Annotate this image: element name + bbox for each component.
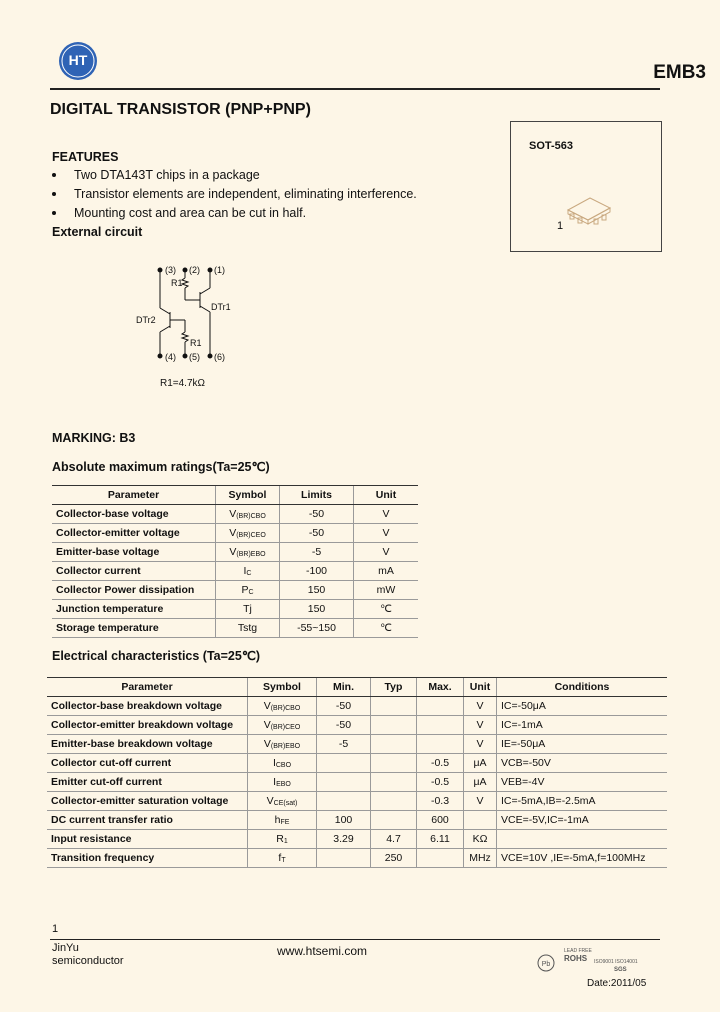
symbol-cell: $P_C$: [216, 581, 280, 600]
table-row: [47, 849, 667, 868]
svg-text:HT: HT: [68, 52, 88, 68]
abs-max-table: [52, 485, 418, 638]
table-row: [47, 773, 667, 792]
package-pin1-label: 1: [557, 220, 564, 232]
param-cell: Collector-emitter voltage: [52, 524, 216, 543]
typ-cell: [371, 735, 417, 754]
param-cell: Collector-emitter saturation voltage: [47, 792, 248, 811]
min-cell: [317, 754, 371, 773]
conditions-cell: VEB=-4V: [497, 773, 668, 792]
typ-cell: [371, 811, 417, 830]
unit-cell: [464, 811, 497, 830]
param-cell: Transition frequency: [47, 849, 248, 868]
website-url: www.htsemi.com: [277, 944, 368, 958]
symbol-cell: $V_{CE(sat)}$: [248, 792, 317, 811]
param-cell: Input resistance: [47, 830, 248, 849]
conditions-cell: IE=-50μA: [497, 735, 668, 754]
certification-badges: [536, 943, 646, 973]
param-cell: Storage temperature: [52, 619, 216, 638]
symbol-subscript: FE: [280, 819, 290, 826]
col-header: Min.: [317, 678, 371, 697]
symbol-subscript: EBO: [276, 781, 291, 788]
symbol-subscript: (BR)CBO: [236, 513, 266, 520]
limit-cell: 150: [280, 600, 354, 619]
svg-text:ISO9001 ISO14001: ISO9001 ISO14001: [594, 959, 638, 965]
symbol-cell: $V_{(BR)EBO}$: [216, 543, 280, 562]
marking: MARKING: B3: [52, 431, 136, 445]
svg-text:ROHS: ROHS: [564, 954, 588, 963]
elec-table: [47, 677, 667, 868]
features-heading: FEATURES: [52, 150, 119, 164]
company-logo: [58, 41, 98, 81]
pin-label: (1): [214, 265, 225, 275]
unit-cell: MHz: [464, 849, 497, 868]
symbol-cell: $V_{(BR)CEO}$: [216, 524, 280, 543]
pin-label: (5): [189, 352, 200, 362]
param-cell: Emitter-base voltage: [52, 543, 216, 562]
symbol-cell: $I_{CBO}$: [248, 754, 317, 773]
min-cell: 100: [317, 811, 371, 830]
header-rule: [50, 88, 660, 90]
transistor-label: DTr1: [211, 302, 231, 312]
table-row: [52, 600, 418, 619]
symbol-cell: $V_{(BR)CBO}$: [248, 697, 317, 716]
table-row: [47, 735, 667, 754]
symbol-cell: $V_{(BR)EBO}$: [248, 735, 317, 754]
company-name: [52, 942, 124, 968]
table-row: [47, 811, 667, 830]
param-cell: Collector Power dissipation: [52, 581, 216, 600]
svg-text:SGS: SGS: [614, 967, 627, 973]
conditions-cell: VCE=-5V,IC=-1mA: [497, 811, 668, 830]
symbol-subscript: (BR)EBO: [236, 551, 266, 558]
table-row: [47, 830, 667, 849]
abs-max-heading: Absolute maximum ratings(Ta=25℃): [52, 460, 270, 474]
unit-cell: V: [464, 792, 497, 811]
symbol-subscript: (BR)CEO: [236, 532, 266, 539]
list-item: Transistor elements are independent, eliminating interference.: [47, 187, 417, 201]
symbol-cell: $f_T$: [248, 849, 317, 868]
conditions-cell: IC=-50μA: [497, 697, 668, 716]
table-header-row: [52, 486, 418, 505]
table-row: [47, 716, 667, 735]
company-line2: semiconductor: [52, 955, 124, 967]
pin-label: (4): [165, 352, 176, 362]
symbol-subscript: T: [281, 857, 286, 864]
table-row: [52, 562, 418, 581]
pin-label: (2): [189, 265, 200, 275]
symbol-cell: Tstg: [216, 619, 280, 638]
table-row: [47, 754, 667, 773]
pin-label: (6): [214, 352, 225, 362]
param-cell: Emitter cut-off current: [47, 773, 248, 792]
param-cell: Junction temperature: [52, 600, 216, 619]
table-row: [47, 697, 667, 716]
conditions-cell: [497, 830, 668, 849]
col-header: Parameter: [52, 486, 216, 505]
col-header: Max.: [417, 678, 464, 697]
param-cell: Collector-emitter breakdown voltage: [47, 716, 248, 735]
conditions-cell: IC=-1mA: [497, 716, 668, 735]
typ-cell: [371, 716, 417, 735]
part-number: EMB3: [653, 62, 706, 83]
unit-cell: mW: [354, 581, 419, 600]
symbol-cell: $V_{(BR)CEO}$: [248, 716, 317, 735]
min-cell: [317, 849, 371, 868]
package-name: SOT-563: [529, 140, 574, 152]
min-cell: 3.29: [317, 830, 371, 849]
col-header: Unit: [464, 678, 497, 697]
transistor-label: DTr2: [136, 315, 156, 325]
limit-cell: -50: [280, 505, 354, 524]
col-header: Conditions: [497, 678, 668, 697]
table-row: [52, 581, 418, 600]
package-drawing: [560, 188, 620, 233]
max-cell: [417, 849, 464, 868]
symbol-cell: $h_{FE}$: [248, 811, 317, 830]
max-cell: 6.11: [417, 830, 464, 849]
pin-label: (3): [165, 265, 176, 275]
limit-cell: 150: [280, 581, 354, 600]
document-date: Date:2011/05: [587, 978, 647, 989]
table-row: [52, 524, 418, 543]
max-cell: [417, 697, 464, 716]
max-cell: 600: [417, 811, 464, 830]
table-row: [52, 619, 418, 638]
unit-cell: μA: [464, 754, 497, 773]
col-header: Limits: [280, 486, 354, 505]
symbol-subscript: (BR)CEO: [270, 724, 301, 731]
unit-cell: μA: [464, 773, 497, 792]
symbol-cell: $R_1$: [248, 830, 317, 849]
features-list: [47, 168, 417, 225]
resistor-label: R1: [171, 278, 183, 288]
table-row: [52, 505, 418, 524]
unit-cell: V: [354, 505, 419, 524]
table-header-row: [47, 678, 667, 697]
max-cell: [417, 735, 464, 754]
col-header: Unit: [354, 486, 419, 505]
limit-cell: -100: [280, 562, 354, 581]
resistor-value: R1=4.7kΩ: [160, 378, 205, 389]
symbol-subscript: CE(sat): [273, 800, 298, 807]
max-cell: -0.5: [417, 773, 464, 792]
param-cell: DC current transfer ratio: [47, 811, 248, 830]
max-cell: [417, 716, 464, 735]
svg-text:Pb: Pb: [541, 961, 551, 968]
unit-cell: V: [464, 697, 497, 716]
unit-cell: mA: [354, 562, 419, 581]
min-cell: [317, 773, 371, 792]
param-cell: Emitter-base breakdown voltage: [47, 735, 248, 754]
unit-cell: ℃: [354, 619, 419, 638]
typ-cell: [371, 697, 417, 716]
table-row: [47, 792, 667, 811]
min-cell: [317, 792, 371, 811]
symbol-subscript: CBO: [275, 762, 292, 769]
min-cell: -50: [317, 697, 371, 716]
param-cell: Collector-base voltage: [52, 505, 216, 524]
limit-cell: -5: [280, 543, 354, 562]
col-header: Symbol: [216, 486, 280, 505]
typ-cell: 250: [371, 849, 417, 868]
symbol-subscript: C: [246, 570, 252, 577]
unit-cell: V: [464, 735, 497, 754]
symbol-cell: $I_C$: [216, 562, 280, 581]
page-title: DIGITAL TRANSISTOR (PNP+PNP): [50, 101, 311, 118]
page-number: 1: [52, 923, 59, 935]
symbol-cell: $I_{EBO}$: [248, 773, 317, 792]
unit-cell: KΩ: [464, 830, 497, 849]
max-cell: -0.3: [417, 792, 464, 811]
unit-cell: V: [464, 716, 497, 735]
list-item: Mounting cost and area can be cut in half.: [47, 206, 417, 220]
unit-cell: V: [354, 543, 419, 562]
conditions-cell: IC=-5mA,IB=-2.5mA: [497, 792, 668, 811]
col-header: Parameter: [47, 678, 248, 697]
company-line1: JinYu: [52, 942, 79, 954]
external-circuit-heading: External circuit: [52, 225, 143, 239]
param-cell: Collector-base breakdown voltage: [47, 697, 248, 716]
col-header: Typ: [371, 678, 417, 697]
unit-cell: V: [354, 524, 419, 543]
limit-cell: -55~150: [280, 619, 354, 638]
footer-rule: [50, 939, 660, 940]
param-cell: Collector current: [52, 562, 216, 581]
typ-cell: [371, 773, 417, 792]
elec-heading: Electrical characteristics (Ta=25℃): [52, 649, 261, 663]
limit-cell: -50: [280, 524, 354, 543]
max-cell: -0.5: [417, 754, 464, 773]
min-cell: -50: [317, 716, 371, 735]
symbol-subscript: (BR)CBO: [270, 705, 301, 712]
external-circuit-diagram: [130, 260, 270, 395]
svg-text:LEAD FREE: LEAD FREE: [564, 948, 592, 954]
list-item: Two DTA143T chips in a package: [47, 168, 417, 182]
typ-cell: 4.7: [371, 830, 417, 849]
param-cell: Collector cut-off current: [47, 754, 248, 773]
typ-cell: [371, 754, 417, 773]
symbol-cell: $V_{(BR)CBO}$: [216, 505, 280, 524]
min-cell: -5: [317, 735, 371, 754]
conditions-cell: VCB=-50V: [497, 754, 668, 773]
col-header: Symbol: [248, 678, 317, 697]
symbol-cell: Tj: [216, 600, 280, 619]
table-row: [52, 543, 418, 562]
symbol-subscript: (BR)EBO: [270, 743, 301, 750]
unit-cell: ℃: [354, 600, 419, 619]
conditions-cell: VCE=10V ,IE=-5mA,f=100MHz: [497, 849, 668, 868]
typ-cell: [371, 792, 417, 811]
symbol-subscript: C: [248, 589, 254, 596]
resistor-label: R1: [190, 338, 202, 348]
symbol-subscript: 1: [283, 838, 288, 845]
